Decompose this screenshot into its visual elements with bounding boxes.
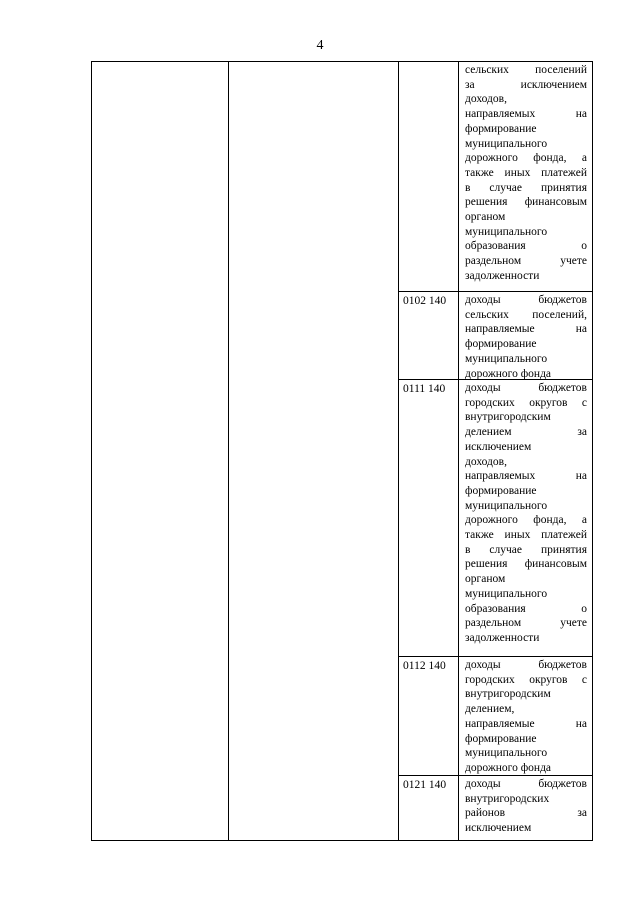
description-line: доходы бюджетов [465,294,587,306]
description-line: сельских поселений [465,64,587,76]
income-description [459,292,592,381]
income-description [459,62,592,284]
description-line: муниципального [465,747,548,760]
description-line: органом [465,211,506,224]
budget-code-table [91,61,593,841]
income-code: 0121 140 [399,776,459,840]
description-line: дорожного фонда [465,367,552,380]
income-code [399,62,459,291]
table-row [399,291,592,379]
description-line: также иных платежей [465,529,587,542]
description-line: делением, [465,703,515,716]
income-description [459,380,592,646]
description-line: задолженности [465,269,540,282]
description-line: доходы бюджетов [465,382,587,394]
description-line: городских округов с [465,396,587,409]
description-line: районов за [465,807,587,820]
description-line: исключением [465,822,532,835]
description-line: городских округов с [465,673,587,686]
income-code: 0111 140 [399,380,459,656]
table-row [399,656,592,775]
table-column-2 [229,62,399,840]
description-line: муниципального [465,137,548,150]
description-line: дорожного фонда, а [465,152,587,165]
description-line: дорожного фонда [465,761,552,774]
description-line: также иных платежей [465,166,587,179]
description-line: доходов, [465,455,507,468]
description-line: за исключением [465,78,587,91]
income-code: 0102 140 [399,292,459,379]
description-line: раздельном учете [465,617,587,630]
description-line: доходов, [465,93,507,106]
description-line: направляемые на [465,717,587,730]
table-code-description-columns [399,62,592,840]
description-line: направляемые на [465,323,587,336]
income-code: 0112 140 [399,657,459,775]
table-row [399,775,592,840]
description-line: направляемых на [465,470,587,483]
description-line: доходы бюджетов [465,778,587,790]
description-line: муниципального [465,225,548,238]
description-line: формирование [465,732,537,745]
description-line: муниципального [465,352,548,365]
description-line: формирование [465,122,537,135]
description-line: муниципального [465,587,548,600]
description-line: доходы бюджетов [465,659,587,671]
description-line: внутригородским [465,411,551,424]
description-line: решения финансовым [465,196,587,209]
description-line: делением за [465,426,587,439]
description-line: органом [465,573,506,586]
table-column-1 [92,62,229,840]
income-description [459,776,592,836]
description-line: исключением [465,440,532,453]
description-line: образования о [465,602,587,615]
description-line: в случае принятия [465,181,587,194]
description-line: решения финансовым [465,558,587,571]
description-line: внутригородским [465,688,551,701]
description-line: формирование [465,338,537,351]
description-line: направляемых на [465,108,587,121]
description-line: формирование [465,484,537,497]
page-number: 4 [316,38,324,53]
income-description [459,657,592,776]
description-line: муниципального [465,499,548,512]
description-line: в случае принятия [465,543,587,556]
description-line: сельских поселений, [465,308,587,321]
table-row [399,62,592,291]
table-row [399,379,592,656]
description-line: внутригородских [465,792,550,805]
description-line: раздельном учете [465,255,587,268]
description-line: задолженности [465,631,540,644]
description-line: дорожного фонда, а [465,514,587,527]
description-line: образования о [465,240,587,253]
